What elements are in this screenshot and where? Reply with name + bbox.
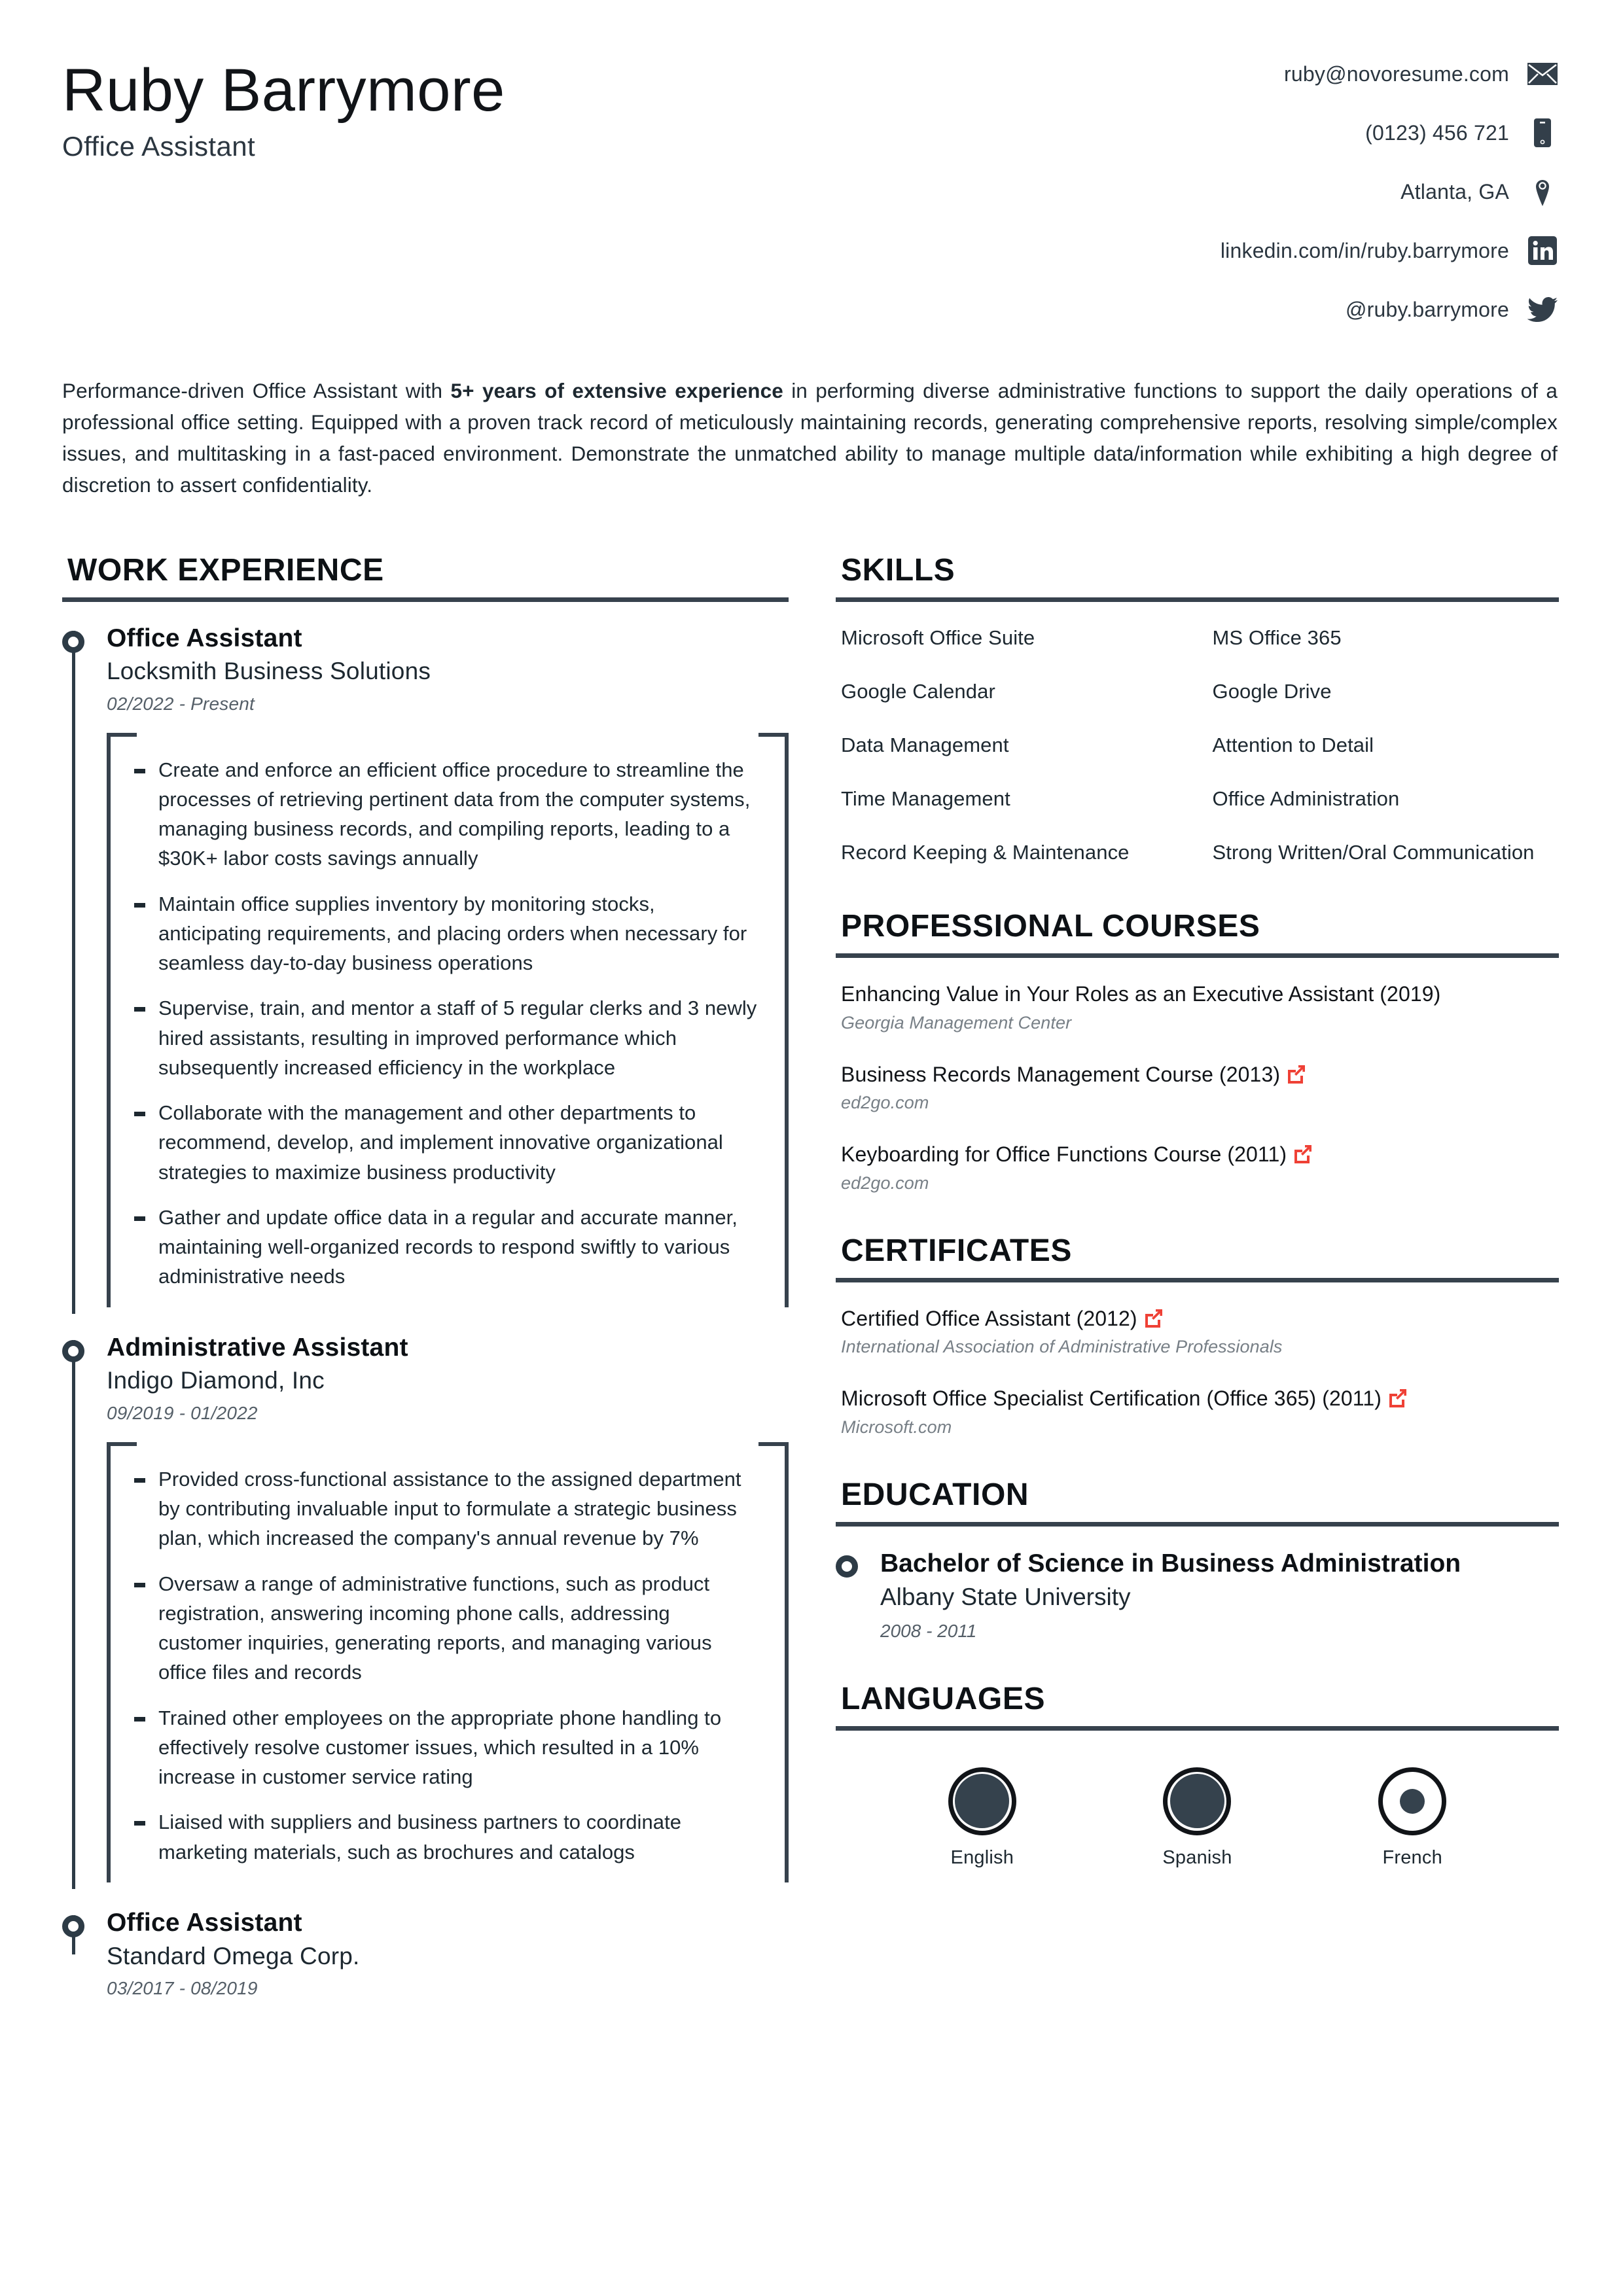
course-item [841, 1140, 1559, 1193]
skill-item: Office Administration [1212, 786, 1400, 810]
language-label: Spanish [1162, 1846, 1232, 1868]
certificate-title [841, 1385, 1559, 1413]
certificates-list [836, 1305, 1559, 1438]
external-link-icon[interactable] [1293, 1144, 1313, 1163]
work-entry [62, 1909, 789, 1999]
course-provider: ed2go.com [841, 1093, 929, 1113]
bullet-text: Trained other employees on the appropriate phone handling to effectively resolve customer issues, which resulted in a 10% increase in customer service rating [158, 1706, 722, 1789]
course-provider: ed2go.com [841, 1173, 929, 1193]
bullet-text: Liaised with suppliers and business partners to coordinate marketing materials, such as brochures and catalogs [158, 1810, 682, 1863]
candidate-job-title: Office Assistant [62, 131, 256, 162]
contact-item-phone[interactable] [1221, 118, 1558, 148]
contact-item-linkedin[interactable] [1221, 236, 1558, 266]
language-level-indicator [1163, 1767, 1231, 1835]
courses-list [836, 980, 1559, 1193]
section-work-experience [62, 552, 789, 2000]
section-divider [836, 953, 1559, 958]
bullet-item [134, 1098, 758, 1187]
language-level-indicator [1378, 1767, 1446, 1835]
contact-item-twitter[interactable] [1221, 294, 1558, 325]
education-school: Albany State University [880, 1583, 1131, 1611]
contact-item-email[interactable] [1221, 59, 1558, 89]
course-title [841, 980, 1559, 1009]
candidate-name: Ruby Barrymore [62, 57, 505, 124]
language-level-indicator [948, 1767, 1016, 1835]
bullet-item [134, 755, 758, 874]
bullet-item [134, 1569, 758, 1687]
phone-icon [1527, 118, 1558, 148]
certificate-issuer: Microsoft.com [841, 1417, 952, 1437]
course-title-text: Keyboarding for Office Functions Course (2011) [841, 1142, 1287, 1167]
contact-phone-text: (0123) 456 721 [1365, 120, 1509, 145]
resume-header [0, 0, 1623, 325]
summary-part2: in performing diverse administrative functions to support the daily operations of a professional office setting. Equipped with a proven track record of meticulously maintaining records, generating comprehensive reports, resolving simple/complex issues, and multitasking in a fast-paced environment. Demonstrate the unmatched ability to manage multiple data/information while exhibiting a high degree of discretion to assert confidentiality. [62, 379, 1558, 497]
section-education [836, 1477, 1559, 1642]
skill-item: Time Management [841, 786, 1010, 810]
skill-item: Google Calendar [841, 679, 995, 703]
work-entry-dates: 09/2019 - 01/2022 [107, 1402, 258, 1423]
bullet-item [134, 993, 758, 1082]
skill-item: MS Office 365 [1212, 626, 1342, 649]
section-divider [836, 597, 1559, 602]
skill-item: Google Drive [1212, 679, 1332, 703]
education-dates: 2008 - 2011 [880, 1620, 977, 1641]
course-title-text: Business Records Management Course (2013) [841, 1062, 1281, 1086]
certificate-item [841, 1305, 1559, 1358]
contact-twitter-text: @ruby.barrymore [1345, 297, 1509, 321]
language-item [1378, 1767, 1446, 1869]
language-level-fill [1400, 1789, 1425, 1814]
bullet-text: Maintain office supplies inventory by monitoring stocks, anticipating requirements, and placing orders when necessary for seamless day-to-day business operations [158, 892, 747, 975]
work-entry-role: Administrative Assistant [107, 1333, 408, 1362]
bullet-text: Collaborate with the management and other departments to recommend, develop, and implement innovative organizational strategies to maximize business productivity [158, 1101, 723, 1184]
timeline-marker-icon [836, 1555, 858, 1578]
bullet-dash-icon [134, 1216, 145, 1221]
certificate-title-text: Microsoft Office Specialist Certification (Office 365) (2011) [841, 1386, 1382, 1411]
work-entry-dates: 02/2022 - Present [107, 693, 255, 714]
bullet-dash-icon [134, 1583, 145, 1587]
location-pin-icon [1527, 177, 1558, 207]
certificate-title-text: Certified Office Assistant (2012) [841, 1306, 1137, 1330]
bullet-dash-icon [134, 903, 145, 908]
work-entry-company: Indigo Diamond, Inc [107, 1367, 325, 1394]
work-entry-company: Standard Omega Corp. [107, 1942, 360, 1969]
external-link-icon[interactable] [1388, 1388, 1408, 1407]
section-divider [62, 597, 789, 602]
language-level-fill [955, 1774, 1009, 1828]
language-label: English [950, 1846, 1014, 1868]
work-entry-bullets [107, 733, 789, 1307]
skills-grid [836, 624, 1559, 867]
bullet-item [134, 1807, 758, 1867]
section-title-work-experience: WORK EXPERIENCE [67, 552, 384, 588]
external-link-icon[interactable] [1144, 1308, 1164, 1328]
left-column [62, 552, 789, 2018]
bullet-text: Create and enforce an efficient office procedure to streamline the processes of retrieving pertinent data from the computer systems, managing business records, and compiling reports, leading to a $30K+ labor costs savings annually [158, 758, 751, 870]
summary-part1: Performance-driven Office Assistant with [62, 379, 451, 402]
section-skills [836, 552, 1559, 867]
section-title-skills: SKILLS [841, 552, 955, 588]
bullet-dash-icon [134, 1007, 145, 1012]
section-title-certificates: CERTIFICATES [841, 1233, 1072, 1268]
bullet-text: Supervise, train, and mentor a staff of 5 regular clerks and 3 newly hired assistants, resulting in improved performance which subsequently increased efficiency in the workplace [158, 997, 757, 1079]
section-certificates [836, 1233, 1559, 1438]
section-divider [836, 1522, 1559, 1527]
skill-item: Microsoft Office Suite [841, 626, 1035, 649]
resume-body [0, 552, 1623, 2018]
section-languages [836, 1681, 1559, 1869]
contact-email-text: ruby@novoresume.com [1284, 62, 1509, 86]
skill-item: Data Management [841, 733, 1009, 756]
work-entry-role: Office Assistant [107, 1908, 302, 1937]
work-entry-bullets [107, 1442, 789, 1882]
timeline-marker-icon [62, 1915, 84, 1937]
skill-item: Strong Written/Oral Communication [1212, 841, 1535, 864]
email-icon [1527, 59, 1558, 89]
course-item [841, 980, 1559, 1033]
work-entry-dates: 03/2017 - 08/2019 [107, 1978, 258, 1999]
timeline-line [72, 631, 75, 1314]
section-title-languages: LANGUAGES [841, 1681, 1046, 1716]
course-item [841, 1061, 1559, 1114]
skill-item: Attention to Detail [1212, 733, 1374, 756]
section-professional-courses [836, 908, 1559, 1193]
summary-highlight: 5+ years of extensive experience [450, 379, 783, 402]
work-entry [62, 1333, 789, 1882]
section-title-education: EDUCATION [841, 1477, 1029, 1512]
language-item [1162, 1767, 1232, 1869]
languages-row [836, 1753, 1559, 1869]
certificate-issuer: International Association of Administrative Professionals [841, 1337, 1283, 1357]
work-entry-company: Locksmith Business Solutions [107, 658, 431, 685]
bullet-dash-icon [134, 1821, 145, 1826]
timeline-marker-icon [62, 1340, 84, 1362]
education-degree: Bachelor of Science in Business Administration [880, 1549, 1461, 1578]
certificate-item [841, 1385, 1559, 1438]
bullet-item [134, 1203, 758, 1292]
contact-list [1221, 46, 1558, 325]
language-level-fill [1170, 1774, 1224, 1828]
course-title [841, 1061, 1559, 1089]
professional-summary [62, 376, 1558, 501]
work-entry [62, 624, 789, 1307]
external-link-icon[interactable] [1287, 1064, 1306, 1084]
identity-block [62, 46, 505, 162]
work-entry-role: Office Assistant [107, 624, 302, 652]
section-title-professional-courses: PROFESSIONAL COURSES [841, 909, 1260, 944]
timeline-marker-icon [62, 631, 84, 653]
bullet-item [134, 889, 758, 978]
language-item [948, 1767, 1016, 1869]
bullet-dash-icon [134, 1112, 145, 1116]
course-title [841, 1140, 1559, 1169]
bullet-item [134, 1703, 758, 1792]
bullet-text: Gather and update office data in a regular and accurate manner, maintaining well-organized records to respond swiftly to various administrative needs [158, 1205, 738, 1288]
bullet-dash-icon [134, 1717, 145, 1722]
bullet-text: Provided cross-functional assistance to the assigned department by contributing invaluable input to formulate a strategic business plan, which increased the company's annual revenue by 7% [158, 1467, 741, 1550]
contact-location-text: Atlanta, GA [1400, 179, 1509, 203]
section-divider [836, 1726, 1559, 1731]
bullet-dash-icon [134, 769, 145, 773]
education-entry [836, 1549, 1559, 1642]
bullet-text: Oversaw a range of administrative functions, such as product registration, answering incoming phone calls, addressing customer inquiries, generating reports, and managing various office files and records [158, 1572, 712, 1684]
contact-linkedin-text: linkedin.com/in/ruby.barrymore [1220, 238, 1509, 262]
bullet-item [134, 1464, 758, 1553]
section-divider [836, 1278, 1559, 1282]
linkedin-icon [1527, 236, 1558, 266]
contact-item-location[interactable] [1221, 177, 1558, 207]
timeline-line [72, 1340, 75, 1889]
course-provider: Georgia Management Center [841, 1012, 1072, 1033]
right-column [836, 552, 1559, 1875]
certificate-title [841, 1305, 1559, 1333]
language-label: French [1382, 1846, 1442, 1868]
course-title-text: Enhancing Value in Your Roles as an Executive Assistant (2019) [841, 982, 1441, 1006]
skill-item: Record Keeping & Maintenance [841, 841, 1130, 864]
bullet-dash-icon [134, 1478, 145, 1483]
twitter-icon [1527, 294, 1558, 325]
